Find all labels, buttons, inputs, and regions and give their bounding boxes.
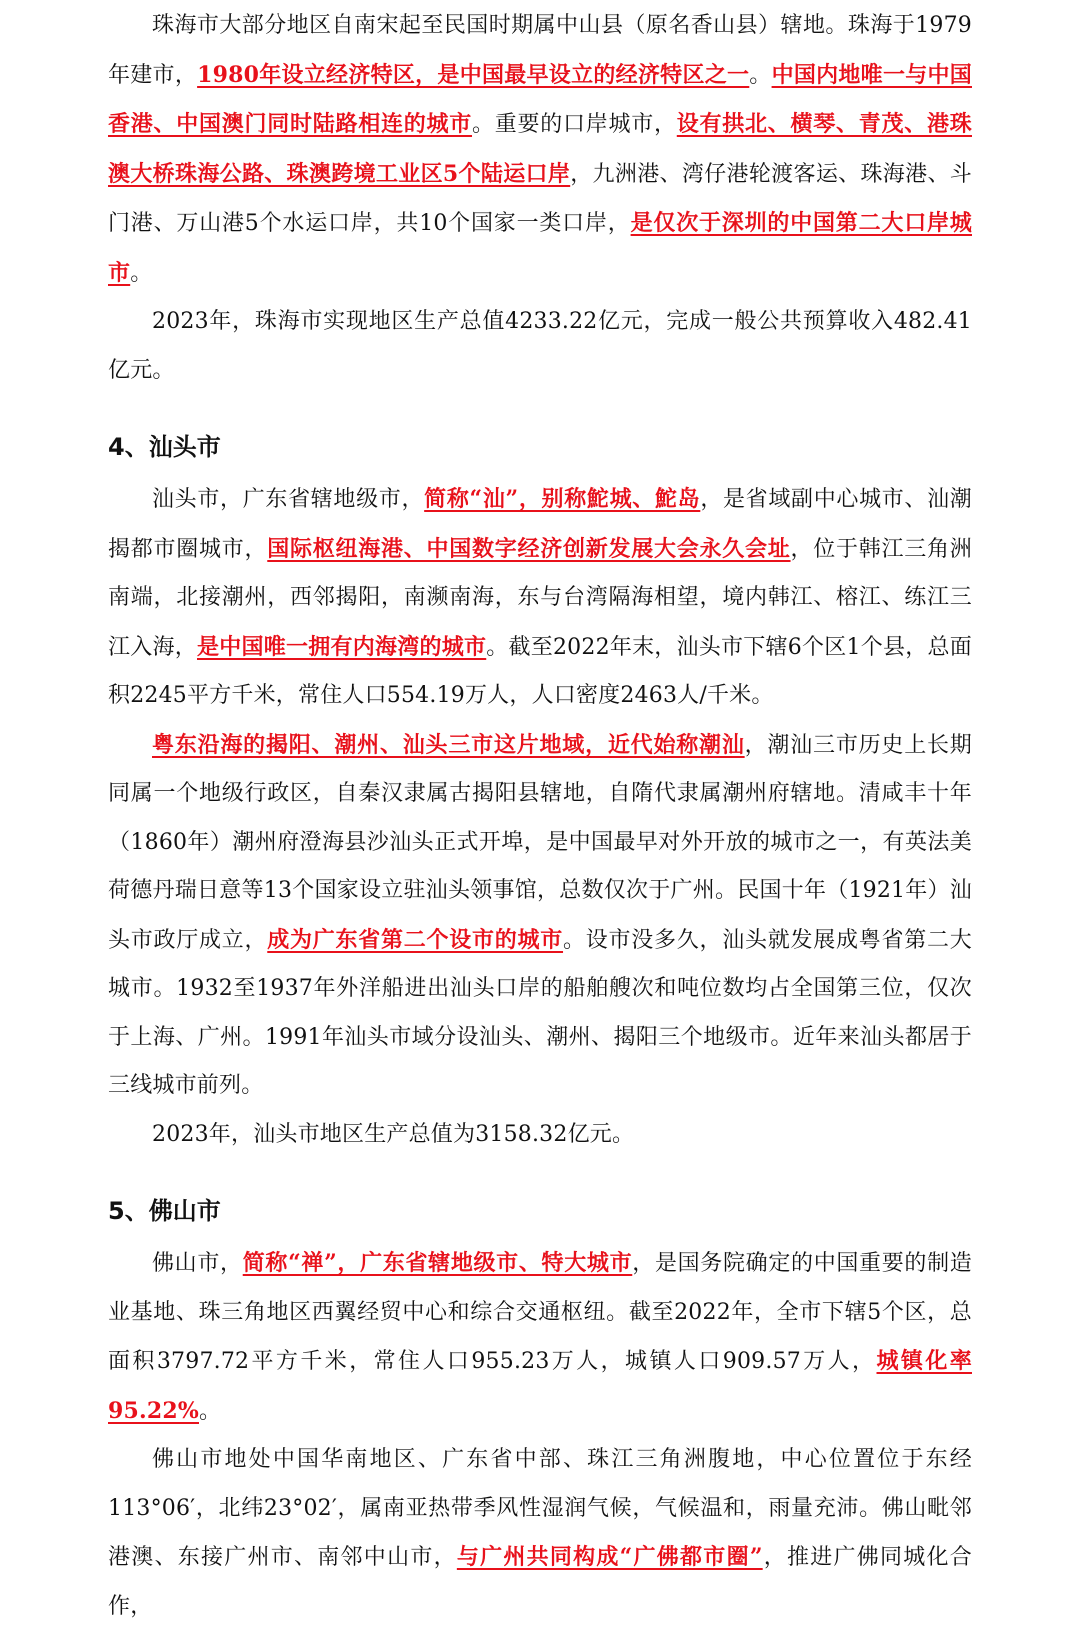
body-text: ，九洲港、湾仔港轮渡客运、珠海港、斗门港、万山港5个水运口岸，共10个国家一类口岸， — [108, 161, 972, 236]
paragraph — [108, 1239, 972, 1436]
paragraph — [108, 2, 972, 298]
document-page — [108, 0, 972, 1631]
body-text: 。 — [130, 260, 153, 286]
body-text: 珠海市大部分地区自南宋起至民国时期属中山县（原名香山县）辖地。珠海于1979年建市， — [108, 13, 972, 88]
paragraph — [108, 298, 972, 395]
paragraph — [108, 1111, 972, 1160]
highlighted-text: 设有拱北、横琴、青茂、港珠澳大桥珠海公路、珠澳跨境工业区5个陆运口岸 — [108, 111, 972, 187]
paragraph — [108, 721, 972, 1111]
highlighted-text: 国际枢纽海港、中国数字经济创新发展大会永久会址 — [267, 535, 791, 562]
highlighted-text: 是中国唯一拥有内海湾的城市 — [197, 633, 487, 660]
section-heading: 5、佛山市 — [108, 1197, 221, 1225]
body-text: ，是国务院确定的中国重要的制造业基地、珠三角地区西翼经贸中心和综合交通枢纽。截至2022年，全市下辖5个区，总面积3797.72平方千米，常住人口955.23万人，城镇人口909.57万人， — [108, 1251, 972, 1374]
highlighted-text: 粤东沿海的揭阳、潮州、汕头三市这片地域，近代始称潮汕 — [152, 731, 745, 758]
body-text: 。 — [199, 1398, 222, 1424]
section-shantou — [108, 425, 972, 1159]
highlighted-text: 与广州共同构成“广佛都市圈” — [456, 1544, 763, 1570]
highlighted-text: 1980年设立经济特区，是中国最早设立的经济特区之一 — [197, 61, 750, 88]
paragraph — [108, 475, 972, 721]
section-heading: 4、汕头市 — [108, 433, 221, 461]
section-foshan — [108, 1189, 972, 1631]
highlighted-text: 城镇化率95.22% — [108, 1348, 972, 1424]
body-text: 汕头市，广东省辖地级市， — [152, 487, 425, 512]
highlighted-text: 中国内地唯一与中国香港、中国澳门同时陆路相连的城市 — [108, 61, 972, 137]
body-text: ，推进广佛同城化合作， — [108, 1545, 972, 1619]
body-text: 佛山市地处中国华南地区、广东省中部、珠江三角洲腹地，中心位置位于东经113°06′，北纬23°02′，属南亚热带季风性湿润气候，气候温和，雨量充沛。佛山毗邻港澳、东接广州市、南邻中山市， — [108, 1447, 972, 1570]
body-text: 2023年，珠海市实现地区生产总值4233.22亿元，完成一般公共预算收入482.41亿元。 — [108, 309, 972, 383]
highlighted-text: 是仅次于深圳的中国第二大口岸城市 — [108, 210, 972, 286]
body-text: 。重要的口岸城市， — [472, 112, 677, 137]
highlighted-text: 简称“禅”，广东省辖地级市、特大城市 — [242, 1250, 633, 1276]
body-text: 。 — [749, 62, 772, 88]
highlighted-text: 简称“汕”，别称鮀城、鮀岛 — [424, 486, 701, 512]
body-text: 。截至2022年末，汕头市下辖6个区1个县，总面积2245平方千米，常住人口554.19万人，人口密度2463人/千米。 — [108, 634, 972, 708]
section-zhuhai — [108, 2, 972, 395]
body-text: ，潮汕三市历史上长期同属一个地级行政区，自秦汉隶属古揭阳县辖地，自隋代隶属潮州府辖地。清咸丰十年（1860年）潮州府澄海县沙汕头正式开埠，是中国最早对外开放的城市之一，有英法美荷德丹瑞日意等13个国家设立驻汕头领事馆，总数仅次于广州。民国十年（1921年）汕头市政厅成立， — [108, 732, 972, 953]
paragraph — [108, 1436, 972, 1631]
highlighted-text: 成为广东省第二个设市的城市 — [267, 926, 564, 953]
body-text: 佛山市， — [152, 1251, 243, 1276]
body-text: 。设市没多久，汕头就发展成粤省第二大城市。1932至1937年外洋船进出汕头口岸的船舶艘次和吨位数均占全国第三位，仅次于上海、广州。1991年汕头市域分设汕头、潮州、揭阳三个地级市。近年来汕头都居于三线城市前列。 — [108, 927, 972, 1098]
body-text: 2023年，汕头市地区生产总值为3158.32亿元。 — [152, 1121, 635, 1147]
body-text: ，是省域副中心城市、汕潮揭都市圈城市， — [108, 487, 972, 562]
body-text: ，位于韩江三角洲南端，北接潮州，西邻揭阳，南濒南海，东与台湾隔海相望，境内韩江、榕江、练江三江入海， — [108, 536, 973, 660]
